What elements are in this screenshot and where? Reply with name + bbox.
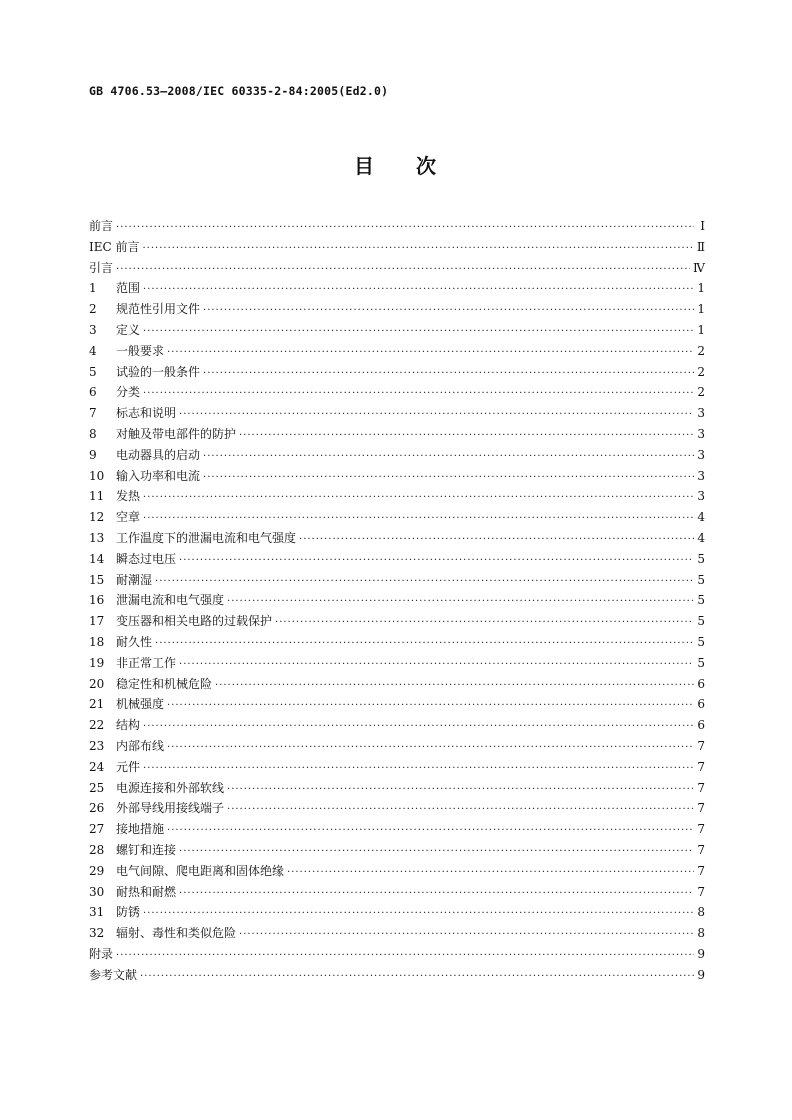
toc-entry[interactable] xyxy=(89,902,705,923)
toc-entry-page: 2 xyxy=(697,364,705,379)
dot-leader xyxy=(155,634,694,655)
toc-entry-page: 1 xyxy=(697,281,705,296)
toc-entry-label: 泄漏电流和电气强度 xyxy=(116,593,225,608)
toc-entry[interactable] xyxy=(89,424,705,445)
toc-entry-label: 机械强度 xyxy=(116,697,165,712)
toc-entry[interactable] xyxy=(89,445,705,466)
toc-entry-number: 4 xyxy=(89,343,97,358)
dot-leader xyxy=(179,655,694,676)
toc-entry-label: 定义 xyxy=(116,322,141,337)
toc-entry-page: 5 xyxy=(697,551,705,566)
toc-entry[interactable] xyxy=(89,486,705,507)
dot-leader xyxy=(116,260,690,281)
dot-leader xyxy=(143,904,694,925)
toc-entry-number: 27 xyxy=(89,822,105,837)
toc-entry-page: 2 xyxy=(697,385,705,400)
toc-entry[interactable] xyxy=(89,299,705,320)
toc-entry-label: 标志和说明 xyxy=(116,406,177,421)
toc-entry-number: 12 xyxy=(89,510,105,525)
toc-entry-label: 稳定性和机械危险 xyxy=(116,676,213,691)
toc-entry-page: 9 xyxy=(697,946,705,961)
toc-entry[interactable] xyxy=(89,778,705,799)
toc-entry-page: 5 xyxy=(697,655,705,670)
toc-entry-number: 23 xyxy=(89,738,105,753)
toc-entry-page: 4 xyxy=(697,510,705,525)
toc-entry-label: 结构 xyxy=(116,718,141,733)
toc-entry[interactable] xyxy=(89,528,705,549)
dot-leader xyxy=(140,967,694,988)
dot-leader xyxy=(203,468,694,489)
dot-leader xyxy=(287,863,694,884)
toc-entry[interactable] xyxy=(89,362,705,383)
dot-leader xyxy=(143,280,694,301)
toc-entry-page: 8 xyxy=(697,926,705,941)
toc-entry-page: 2 xyxy=(697,343,705,358)
toc-entry[interactable] xyxy=(89,570,705,591)
toc-entry[interactable] xyxy=(89,840,705,861)
toc-entry[interactable] xyxy=(89,507,705,528)
toc-entry[interactable] xyxy=(89,674,705,695)
toc-entry-label: IEC 前言 xyxy=(89,239,140,254)
toc-entry[interactable] xyxy=(89,341,705,362)
dot-leader xyxy=(179,884,694,905)
toc-entry-label: 前言 xyxy=(89,219,114,233)
toc-entry-label: 一般要求 xyxy=(116,343,165,358)
toc-entry-number: 30 xyxy=(89,884,105,899)
toc-entry-number: 11 xyxy=(89,489,105,504)
dot-leader xyxy=(167,343,694,364)
dot-leader xyxy=(143,759,694,780)
toc-entry-number: 29 xyxy=(89,863,105,878)
dot-leader xyxy=(203,364,694,385)
toc-entry-page: 9 xyxy=(697,967,705,982)
toc-entry-page: 7 xyxy=(697,738,705,753)
dot-leader xyxy=(239,925,694,946)
dot-leader xyxy=(239,426,694,447)
toc-entry[interactable] xyxy=(89,965,705,986)
toc-entry[interactable] xyxy=(89,258,705,279)
toc-entry[interactable] xyxy=(89,237,705,258)
toc-entry-number: 20 xyxy=(89,676,105,691)
toc-entry[interactable] xyxy=(89,757,705,778)
toc-entry-number: 21 xyxy=(89,697,105,712)
toc-entry-page: 6 xyxy=(697,697,705,712)
toc-entry[interactable] xyxy=(89,320,705,341)
toc-entry-label: 防锈 xyxy=(116,905,141,920)
toc-entry-label: 变压器和相关电路的过载保护 xyxy=(116,614,273,629)
toc-entry-page: 5 xyxy=(697,634,705,649)
toc-entry-label: 电动器具的启动 xyxy=(116,447,201,462)
toc-entry-page: 3 xyxy=(697,468,705,483)
toc-entry-label: 耐热和耐燃 xyxy=(116,884,177,899)
toc-entry-number: 22 xyxy=(89,718,105,733)
toc-entry-number: 3 xyxy=(89,322,97,337)
toc-entry-number: 14 xyxy=(89,551,105,566)
toc-entry-number: 31 xyxy=(89,905,105,920)
toc-entry-label: 试验的一般条件 xyxy=(116,364,201,379)
toc-entry-page: Ⅱ xyxy=(696,239,705,254)
toc-entry[interactable] xyxy=(89,861,705,882)
toc-entry-label: 范围 xyxy=(116,281,141,296)
toc-entry-page: 7 xyxy=(697,801,705,816)
toc-entry-label: 电气间隙、爬电距离和固体绝缘 xyxy=(116,863,285,878)
document-header: GB 4706.53—2008/IEC 60335-2-84:2005(Ed2.0) xyxy=(89,84,389,98)
toc-entry-label: 参考文献 xyxy=(89,967,138,982)
toc-entry-label: 工作温度下的泄漏电流和电气强度 xyxy=(116,530,297,545)
toc-entry-label: 接地措施 xyxy=(116,822,165,837)
dot-leader xyxy=(215,676,694,697)
dot-leader xyxy=(143,384,694,405)
dot-leader xyxy=(227,592,694,613)
toc-entry[interactable] xyxy=(89,403,705,424)
toc-entry[interactable] xyxy=(89,736,705,757)
dot-leader xyxy=(203,447,694,468)
toc-entry-page: 5 xyxy=(697,572,705,587)
toc-entry-page: 7 xyxy=(697,884,705,899)
toc-entry-number: 28 xyxy=(89,842,105,857)
toc-entry[interactable] xyxy=(89,882,705,903)
toc-entry-page: 3 xyxy=(697,447,705,462)
toc-entry-label: 辐射、毒性和类似危险 xyxy=(116,926,237,941)
toc-entry-page: 1 xyxy=(697,302,705,317)
toc-entry-number: 5 xyxy=(89,364,97,379)
toc-entry-number: 1 xyxy=(89,281,97,296)
toc-entry-label: 输入功率和电流 xyxy=(116,468,201,483)
dot-leader xyxy=(299,530,694,551)
toc-entry-number: 10 xyxy=(89,468,105,483)
dot-leader xyxy=(167,821,694,842)
dot-leader xyxy=(143,488,694,509)
toc-entry-number: 24 xyxy=(89,759,105,774)
dot-leader xyxy=(203,301,694,322)
toc-entry-page: 7 xyxy=(697,759,705,774)
toc-entry-number: 9 xyxy=(89,447,97,462)
toc-entry[interactable] xyxy=(89,549,705,570)
toc-entry[interactable] xyxy=(89,382,705,403)
toc-entry-number: 2 xyxy=(89,302,97,317)
toc-entry[interactable] xyxy=(89,216,705,237)
toc-entry[interactable] xyxy=(89,798,705,819)
toc-entry-number: 19 xyxy=(89,655,105,670)
dot-leader xyxy=(227,800,694,821)
toc-entry[interactable] xyxy=(89,611,705,632)
toc-entry[interactable] xyxy=(89,653,705,674)
toc-entry-label: 外部导线用接线端子 xyxy=(116,801,225,816)
toc-entry-page: 4 xyxy=(697,530,705,545)
toc-entry-label: 非正常工作 xyxy=(116,655,177,670)
dot-leader xyxy=(179,842,694,863)
toc-entry[interactable] xyxy=(89,923,705,944)
toc-entry[interactable] xyxy=(89,944,705,965)
toc-entry-label: 附录 xyxy=(89,946,114,961)
toc-entry-label: 内部布线 xyxy=(116,738,165,753)
toc-entry[interactable] xyxy=(89,715,705,736)
toc-entry-page: 3 xyxy=(697,426,705,441)
toc-entry-number: 13 xyxy=(89,530,105,545)
toc-entry-label: 空章 xyxy=(116,510,141,525)
toc-entry-page: 7 xyxy=(697,842,705,857)
dot-leader xyxy=(143,239,694,260)
toc-entry[interactable] xyxy=(89,278,705,299)
toc-entry-number: 25 xyxy=(89,780,105,795)
toc-entry-number: 16 xyxy=(89,593,105,608)
toc-entry-page: 3 xyxy=(697,406,705,421)
dot-leader xyxy=(143,509,694,530)
dot-leader xyxy=(227,780,694,801)
toc-entry-page: 7 xyxy=(697,863,705,878)
toc-entry-label: 规范性引用文件 xyxy=(116,302,201,317)
toc-entry-label: 瞬态过电压 xyxy=(116,551,177,566)
toc-entry-page: 5 xyxy=(697,593,705,608)
toc-entry-page: Ⅳ xyxy=(693,260,705,275)
toc-entry-label: 电源连接和外部软线 xyxy=(116,780,225,795)
page-title xyxy=(0,150,792,179)
title-char-1: 目 xyxy=(354,154,376,178)
toc-entry-page: 6 xyxy=(697,676,705,691)
toc-entry-page: 3 xyxy=(697,489,705,504)
title-char-2: 次 xyxy=(416,154,438,178)
toc-entry-label: 元件 xyxy=(116,759,141,774)
dot-leader xyxy=(167,696,694,717)
toc-entry-label: 耐久性 xyxy=(116,634,153,649)
toc-entry-page: 7 xyxy=(697,822,705,837)
toc-entry-number: 15 xyxy=(89,572,105,587)
toc-entry-label: 螺钉和连接 xyxy=(116,842,177,857)
dot-leader xyxy=(155,572,694,593)
toc-entry-number: 7 xyxy=(89,406,97,421)
toc-entry-label: 对触及带电部件的防护 xyxy=(116,426,237,441)
toc-entry-page: 5 xyxy=(697,614,705,629)
toc-entry-label: 分类 xyxy=(116,385,141,400)
toc-entry-page: 7 xyxy=(697,780,705,795)
toc-entry-label: 引言 xyxy=(89,260,114,275)
dot-leader xyxy=(179,551,694,572)
toc-entry[interactable] xyxy=(89,590,705,611)
toc-entry-page: 1 xyxy=(697,322,705,337)
toc-entry-label: 发热 xyxy=(116,489,141,504)
toc-entry-page: 8 xyxy=(697,905,705,920)
toc-entry[interactable] xyxy=(89,466,705,487)
toc-entry-number: 6 xyxy=(89,385,97,400)
toc-entry-page: 6 xyxy=(697,718,705,733)
dot-leader xyxy=(143,322,694,343)
toc-entry-label: 耐潮湿 xyxy=(116,572,153,587)
toc-entry-number: 26 xyxy=(89,801,105,816)
toc-entry-number: 8 xyxy=(89,426,97,441)
dot-leader xyxy=(275,613,694,634)
table-of-contents xyxy=(89,216,705,985)
dot-leader xyxy=(116,218,694,239)
toc-entry-number: 17 xyxy=(89,614,105,629)
dot-leader xyxy=(143,717,694,738)
dot-leader xyxy=(167,738,694,759)
toc-entry-number: 18 xyxy=(89,634,105,649)
toc-entry[interactable] xyxy=(89,819,705,840)
toc-entry-page: Ⅰ xyxy=(700,219,705,233)
toc-entry[interactable] xyxy=(89,694,705,715)
toc-entry-number: 32 xyxy=(89,926,105,941)
toc-entry[interactable] xyxy=(89,632,705,653)
dot-leader xyxy=(179,405,694,426)
dot-leader xyxy=(116,946,694,967)
